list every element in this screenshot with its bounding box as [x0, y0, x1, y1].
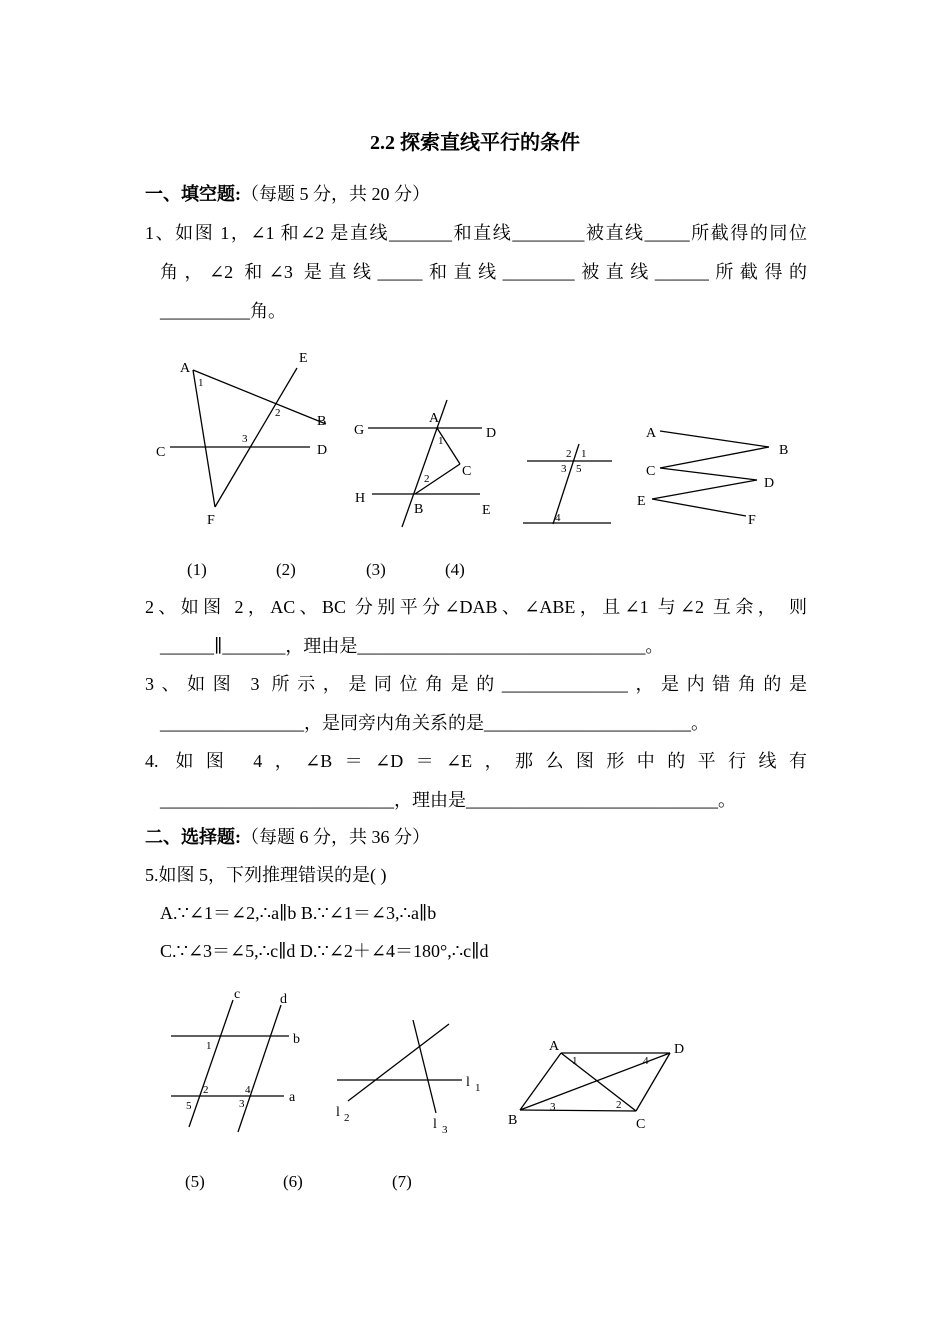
fig5-angle-4: 4	[245, 1084, 251, 1096]
fig4-point-B: B	[779, 443, 789, 458]
caption-fig-2: (2)	[276, 560, 296, 579]
fig1-point-C: C	[156, 445, 166, 460]
caption-fig-1: (1)	[187, 560, 207, 579]
q2-line1: 2、如图 2，AC、BC 分别平分∠DAB、∠ABE，且∠1 与∠2 互余， 则	[145, 597, 807, 617]
fig7-point-D: D	[674, 1042, 685, 1057]
fig3-angle-3: 3	[561, 463, 567, 475]
fig7-angle-1: 1	[572, 1055, 578, 1067]
section2-heading: 二、选择题:	[145, 827, 241, 847]
fig2-angle-2: 2	[424, 473, 430, 485]
fig4-point-F: F	[748, 513, 756, 528]
fig1-point-F: F	[207, 513, 215, 528]
fig4-point-A: A	[646, 426, 657, 441]
fig2-point-H: H	[355, 491, 366, 506]
fig7-point-B: B	[508, 1113, 518, 1128]
fig6-l2-subscript: 2	[344, 1112, 350, 1124]
fig2-point-C: C	[462, 464, 472, 479]
caption-fig-4: (4)	[445, 560, 465, 579]
fig6-l3-subscript: 3	[442, 1124, 448, 1136]
fig5-line-c: c	[234, 987, 241, 1002]
fig7-angle-2: 2	[616, 1099, 622, 1111]
fig4-point-E: E	[637, 494, 646, 509]
q5-options-cd: C.∵∠3＝∠5,∴c∥d D.∵∠2＋∠4＝180°,∴c∥d	[160, 941, 489, 961]
fig1-angle-2: 2	[275, 407, 281, 419]
q1-line2: 角，∠2 和∠3 是直线_____和直线________被直线______所截得的	[160, 262, 807, 282]
section2-note: （每题 6 分，共 36 分）	[241, 827, 430, 847]
fig3-angle-1: 1	[581, 448, 587, 460]
caption-fig-7: (7)	[392, 1172, 412, 1191]
fig2-point-G: G	[354, 423, 365, 438]
q4-line1: 4. 如图 4，∠B＝∠D＝∠E，那么图形中的平行线有	[145, 751, 807, 771]
q1-line1: 1、如图 1，∠1 和∠2 是直线_______和直线________被直线_____所截得的同位	[145, 223, 807, 243]
q4-line2: __________________________，理由是____________________________。	[160, 790, 736, 810]
fig7-point-C: C	[636, 1117, 646, 1132]
fig1-angle-3: 3	[242, 433, 248, 445]
fig6-l1-subscript: 1	[475, 1082, 481, 1094]
fig5-angle-1: 1	[206, 1040, 212, 1052]
fig2-point-D: D	[486, 426, 497, 441]
fig6-l3-letter: l	[433, 1117, 437, 1132]
fig1-point-B: B	[317, 414, 327, 429]
fig5-angle-5: 5	[186, 1100, 192, 1112]
q5-stem: 5.如图 5，下列推理错误的是( )	[145, 865, 387, 885]
fig5-angle-2: 2	[203, 1084, 209, 1096]
fig2-point-E: E	[482, 503, 491, 518]
fig5-line-a: a	[289, 1090, 296, 1105]
page-title: 2.2 探索直线平行的条件	[370, 132, 580, 154]
fig1-point-A: A	[180, 361, 191, 376]
fig2-point-B: B	[414, 502, 424, 517]
fig2-angle-1: 1	[438, 435, 444, 447]
fig7-point-A: A	[549, 1039, 560, 1054]
fig5-angle-3: 3	[239, 1098, 245, 1110]
fig6-l2-letter: l	[336, 1105, 340, 1120]
fig5-line-b: b	[293, 1032, 300, 1047]
fig4-point-D: D	[764, 476, 775, 491]
q3-line1: 3、如图 3 所示，是同位角是的______________，是内错角的是	[145, 674, 807, 694]
caption-fig-5: (5)	[185, 1172, 205, 1191]
q3-line2: ________________，是同旁内角关系的是_______________________。	[160, 713, 709, 733]
fig1-point-E: E	[299, 351, 308, 366]
caption-fig-3: (3)	[366, 560, 386, 579]
fig7-angle-4: 4	[643, 1055, 649, 1067]
fig3-angle-5: 5	[576, 463, 582, 475]
fig4-point-C: C	[646, 464, 656, 479]
section1-note: （每题 5 分，共 20 分）	[241, 184, 430, 204]
fig3-angle-2: 2	[566, 448, 572, 460]
fig2-point-A: A	[429, 411, 440, 426]
fig1-angle-1: 1	[198, 377, 204, 389]
q2-line2: ______∥_______，理由是________________________________。	[160, 636, 664, 656]
q5-options-ab: A.∵∠1＝∠2,∴a∥b B.∵∠1＝∠3,∴a∥b	[160, 903, 437, 923]
caption-fig-6: (6)	[283, 1172, 303, 1191]
fig3-angle-4: 4	[555, 512, 561, 524]
fig7-angle-3: 3	[550, 1101, 556, 1113]
fig1-point-D: D	[317, 443, 328, 458]
fig6-l1-letter: l	[466, 1075, 470, 1090]
q1-line3: __________角。	[160, 301, 286, 321]
fig5-line-d: d	[280, 992, 287, 1007]
section1-heading: 一、填空题:	[145, 184, 241, 204]
